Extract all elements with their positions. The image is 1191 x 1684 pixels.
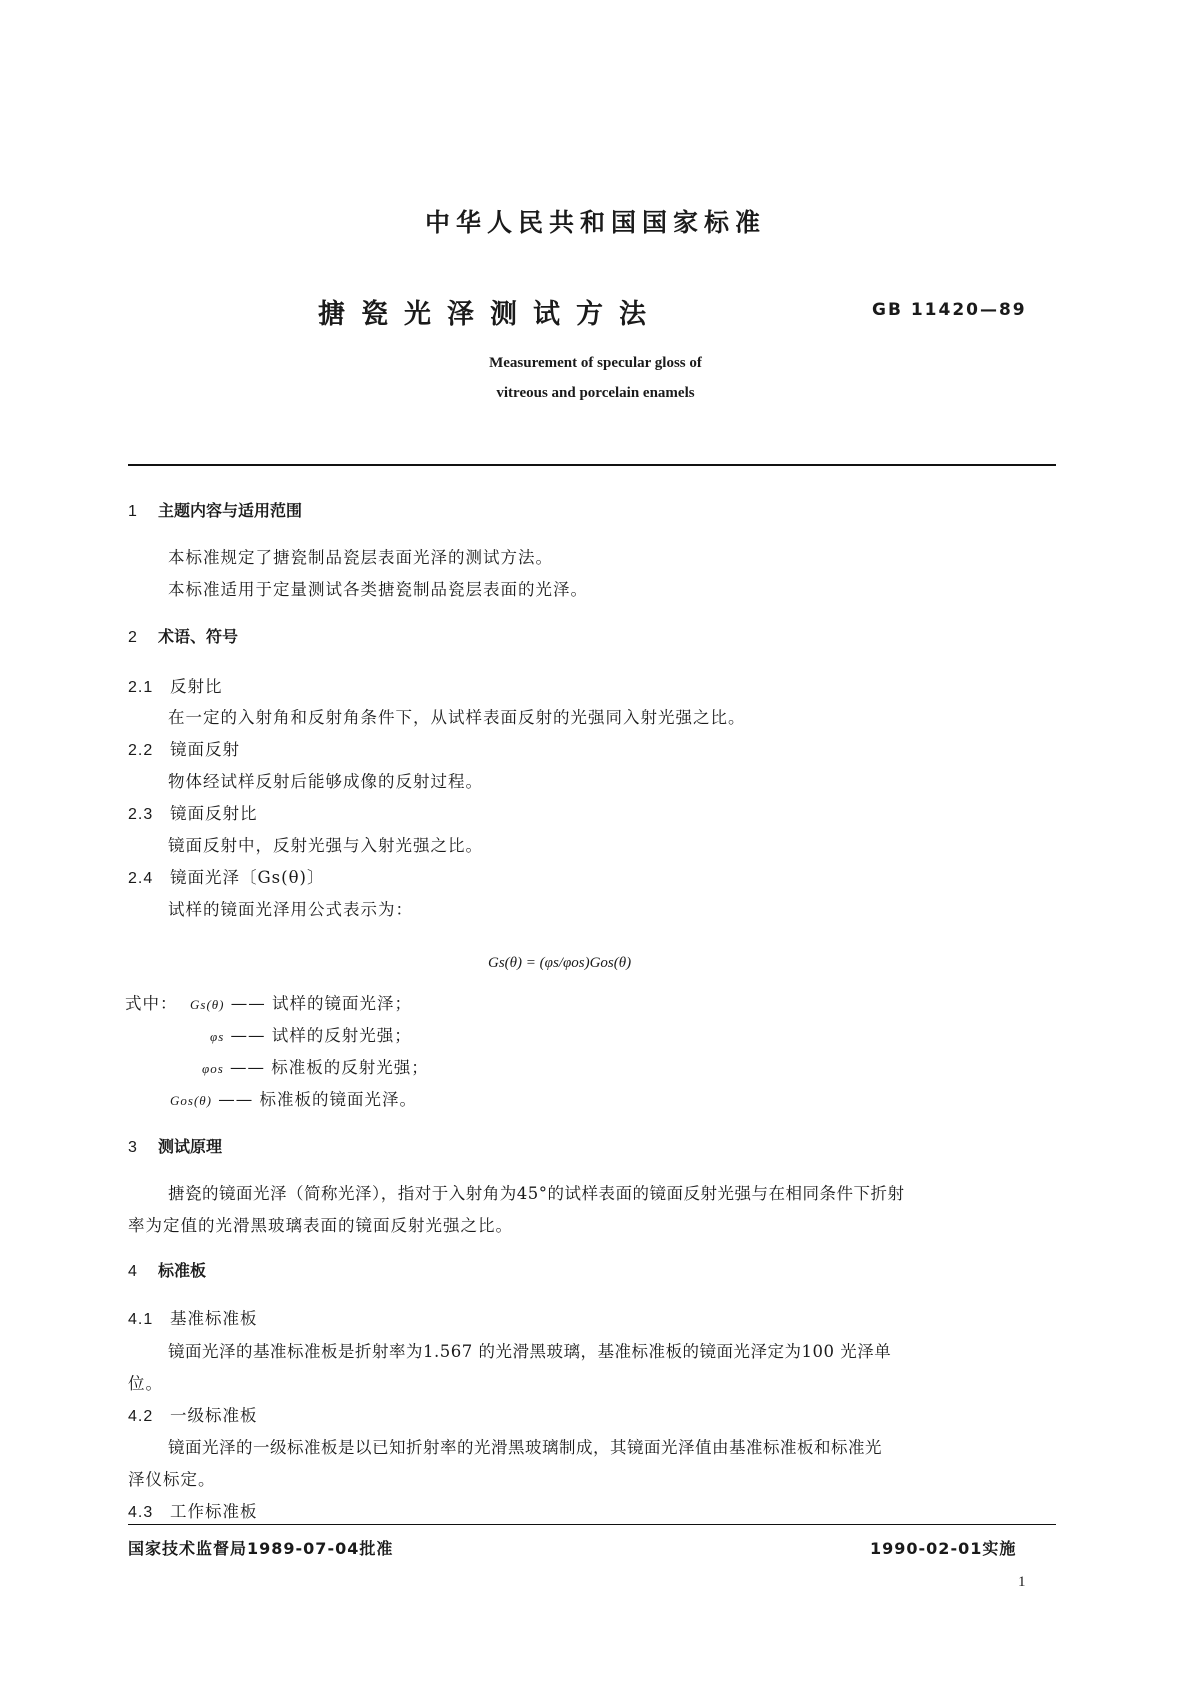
section-2-heading: [128, 624, 238, 647]
clause-2-4-heading: [128, 864, 324, 888]
clause-2-1-heading: [128, 673, 223, 697]
clause-title: 基准标准板: [170, 1309, 258, 1328]
clause-4-1-line-2: 位。: [128, 1374, 163, 1393]
clause-number: 4.1: [128, 1311, 154, 1328]
clause-title: 工作标准板: [170, 1502, 258, 1521]
section-4-heading: [128, 1258, 206, 1281]
where-label: 式中：: [125, 994, 178, 1013]
clause-4-2-line-2: 泽仪标定。: [128, 1470, 216, 1489]
section-3-heading: [128, 1134, 222, 1157]
section-1-paragraph-1: 本标准规定了搪瓷制品瓷层表面光泽的测试方法。: [168, 548, 553, 567]
where-row-2: [210, 1022, 412, 1046]
section-3-line-2: 率为定值的光滑黑玻璃表面的镜面反射光强之比。: [128, 1216, 513, 1235]
effective-date: 1990-02-01实施: [870, 1539, 1017, 1558]
clause-title: 镜面反射: [170, 740, 240, 759]
clause-2-1-text: 在一定的入射角和反射角条件下，从试样表面反射的光强同入射光强之比。: [168, 708, 746, 727]
where-description: —— 试样的镜面光泽；: [230, 994, 412, 1013]
clause-title: 镜面光泽〔Gs(θ)〕: [170, 868, 325, 887]
section-1-paragraph-2: 本标准适用于定量测试各类搪瓷制品瓷层表面的光泽。: [168, 580, 588, 599]
where-description: —— 试样的反射光强；: [230, 1026, 412, 1045]
clause-2-2-heading: [128, 736, 240, 760]
clause-4-1-heading: [128, 1305, 258, 1329]
clause-number: 2.1: [128, 679, 154, 696]
section-number: 1: [128, 503, 137, 520]
clause-title: 一级标准板: [170, 1406, 258, 1425]
where-symbol: φs: [210, 1029, 225, 1044]
section-number: 2: [128, 629, 137, 646]
section-title: 术语、符号: [158, 627, 239, 646]
page-number: 1: [1018, 1574, 1026, 1590]
clause-number: 2.4: [128, 870, 154, 887]
section-number: 4: [128, 1263, 137, 1280]
clause-number: 4.2: [128, 1408, 154, 1425]
standard-number: GB 11420—89: [872, 300, 1027, 320]
where-row-3: [202, 1054, 429, 1078]
clause-2-4-text: 试样的镜面光泽用公式表示为：: [168, 900, 413, 919]
clause-title: 反射比: [170, 677, 223, 696]
where-row-1: [190, 990, 412, 1014]
section-1-heading: [128, 498, 302, 521]
section-title: 测试原理: [158, 1137, 223, 1156]
section-number: 3: [128, 1139, 137, 1156]
clause-4-2-heading: [128, 1402, 258, 1426]
document-title: 搪瓷光泽测试方法: [318, 299, 662, 330]
clause-title: 镜面反射比: [170, 804, 258, 823]
clause-4-3-heading: [128, 1498, 258, 1522]
header-divider: [128, 464, 1056, 466]
clause-4-2-line-1: 镜面光泽的一级标准板是以已知折射率的光滑黑玻璃制成，其镜面光泽值由基准标准板和标准光: [168, 1438, 882, 1457]
approval-date: 国家技术监督局1989-07-04批准: [128, 1539, 394, 1558]
clause-number: 2.3: [128, 806, 154, 823]
footer-divider: [128, 1524, 1056, 1525]
national-standard-heading: 中华人民共和国国家标准: [424, 208, 766, 237]
clause-2-3-heading: [128, 800, 258, 824]
clause-number: 2.2: [128, 742, 154, 759]
section-title: 主题内容与适用范围: [158, 501, 303, 520]
where-row-4: [170, 1086, 417, 1110]
where-symbol: φos: [202, 1061, 224, 1076]
where-symbol: Gos(θ): [170, 1093, 212, 1108]
clause-4-1-line-1: 镜面光泽的基准标准板是折射率为1.567 的光滑黑玻璃，基准标准板的镜面光泽定为100 光泽单: [168, 1342, 892, 1361]
english-title-line-1: Measurement of specular gloss of: [489, 355, 702, 371]
english-title-line-2: vitreous and porcelain enamels: [496, 385, 695, 401]
clause-number: 4.3: [128, 1504, 154, 1521]
where-description: —— 标准板的反射光强；: [230, 1058, 429, 1077]
clause-2-3-text: 镜面反射中，反射光强与入射光强之比。: [168, 836, 483, 855]
section-title: 标准板: [158, 1261, 207, 1280]
clause-2-2-text: 物体经试样反射后能够成像的反射过程。: [168, 772, 483, 791]
gloss-formula: Gs(θ) = (φs/φos)Gos(θ): [488, 955, 632, 971]
where-description: —— 标准板的镜面光泽。: [218, 1090, 417, 1109]
where-symbol: Gs(θ): [190, 997, 225, 1012]
section-3-line-1: 搪瓷的镜面光泽（简称光泽），指对于入射角为45°的试样表面的镜面反射光强与在相同条件下折射: [168, 1184, 905, 1203]
